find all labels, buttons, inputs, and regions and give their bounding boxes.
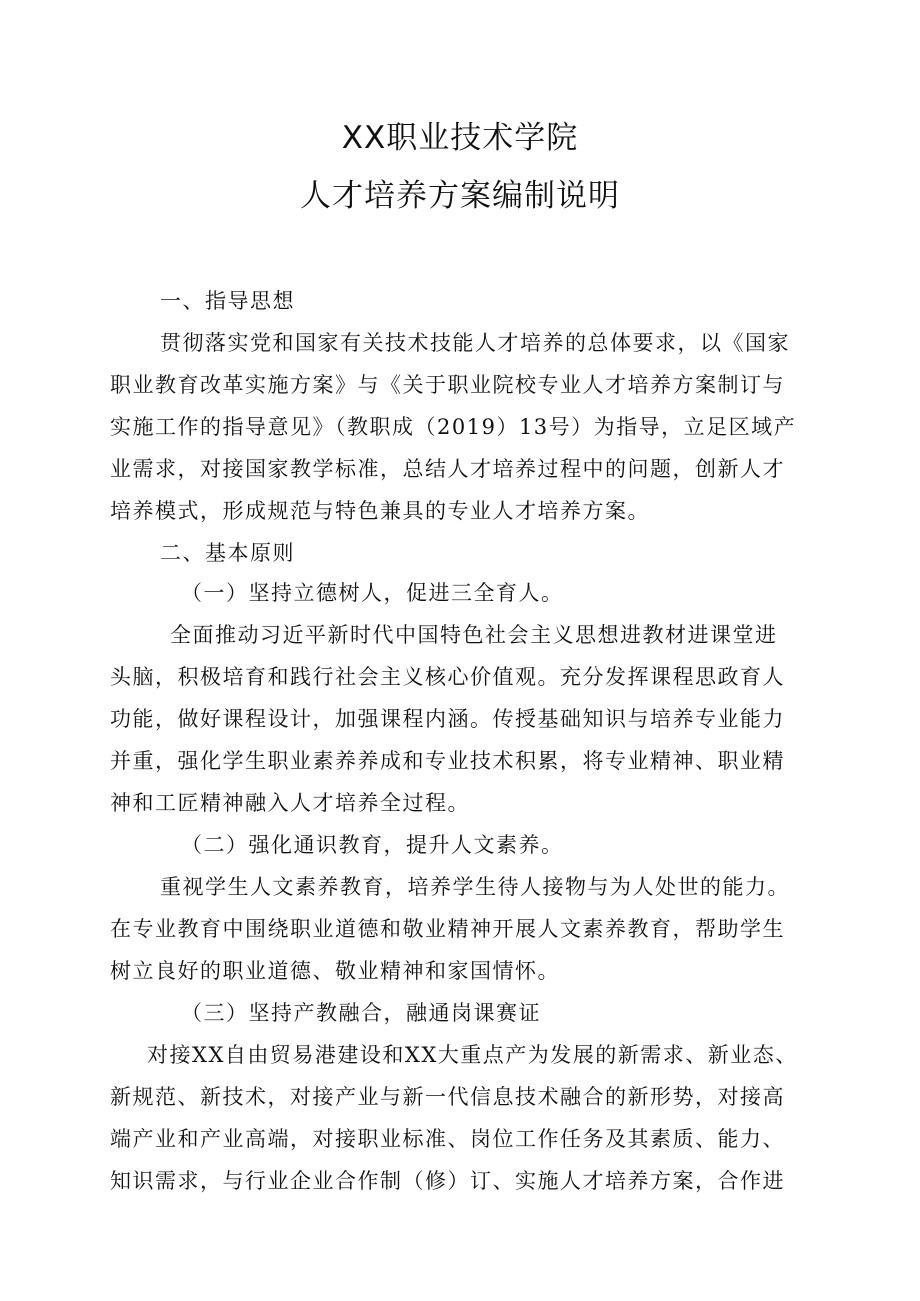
subsection-heading-2: （二）强化通识教育，提升人文素养。 <box>181 833 564 857</box>
body-line: 神和工匠精神融入人才培养全过程。 <box>110 791 470 815</box>
body-line: 树立良好的职业道德、敬业精神和家国情怀。 <box>110 959 560 983</box>
subsection-heading-3: （三）坚持产教融合，融通岗课赛证 <box>181 1001 541 1025</box>
body-line: 职业教育改革实施方案》与《关于职业院校专业人才培养方案制订与 <box>110 373 785 397</box>
body-line: 功能，做好课程设计，加强课程内涵。传授基础知识与培养专业能力 <box>110 707 785 731</box>
body-line: 重视学生人文素养教育，培养学生待人接物与为人处世的能力。 <box>160 875 790 899</box>
body-line: 端产业和产业高端，对接职业标准、岗位工作任务及其素质、能力、 <box>110 1127 785 1151</box>
body-line: 新规范、新技术，对接产业与新一代信息技术融合的新形势，对接高 <box>110 1085 785 1109</box>
body-line: 全面推动习近平新时代中国特色社会主义思想进教材进课堂进 <box>170 623 778 647</box>
body-line: 在专业教育中围绕职业道德和敬业精神开展人文素养教育，帮助学生 <box>110 917 785 941</box>
document-title-line-1: XX职业技术学院 <box>341 120 579 156</box>
body-line: 头脑，积极培育和践行社会主义核心价值观。充分发挥课程思政育人 <box>110 665 785 689</box>
document-title-line-2: 人才培养方案编制说明 <box>300 178 620 214</box>
body-line: 对接XX自由贸易港建设和XX大重点产为发展的新需求、新业态、 <box>147 1043 798 1067</box>
section-heading-guiding-ideology: 一、指导思想 <box>160 289 295 313</box>
body-line: 实施工作的指导意见》（教职成（2019）13号）为指导，立足区域产 <box>110 415 797 439</box>
body-line: 业需求，对接国家教学标准，总结人才培养过程中的问题，创新人才 <box>110 457 785 481</box>
subsection-heading-1: （一）坚持立德树人，促进三全育人。 <box>181 581 564 605</box>
section-heading-basic-principles: 二、基本原则 <box>160 541 295 565</box>
body-line: 知识需求，与行业企业合作制（修）订、实施人才培养方案，合作进 <box>110 1169 785 1193</box>
body-line: 贯彻落实党和国家有关技术技能人才培养的总体要求，以《国家 <box>160 331 790 355</box>
body-line: 培养模式，形成规范与特色兼具的专业人才培养方案。 <box>110 499 650 523</box>
body-line: 并重，强化学生职业素养养成和专业技术积累，将专业精神、职业精 <box>110 749 785 773</box>
